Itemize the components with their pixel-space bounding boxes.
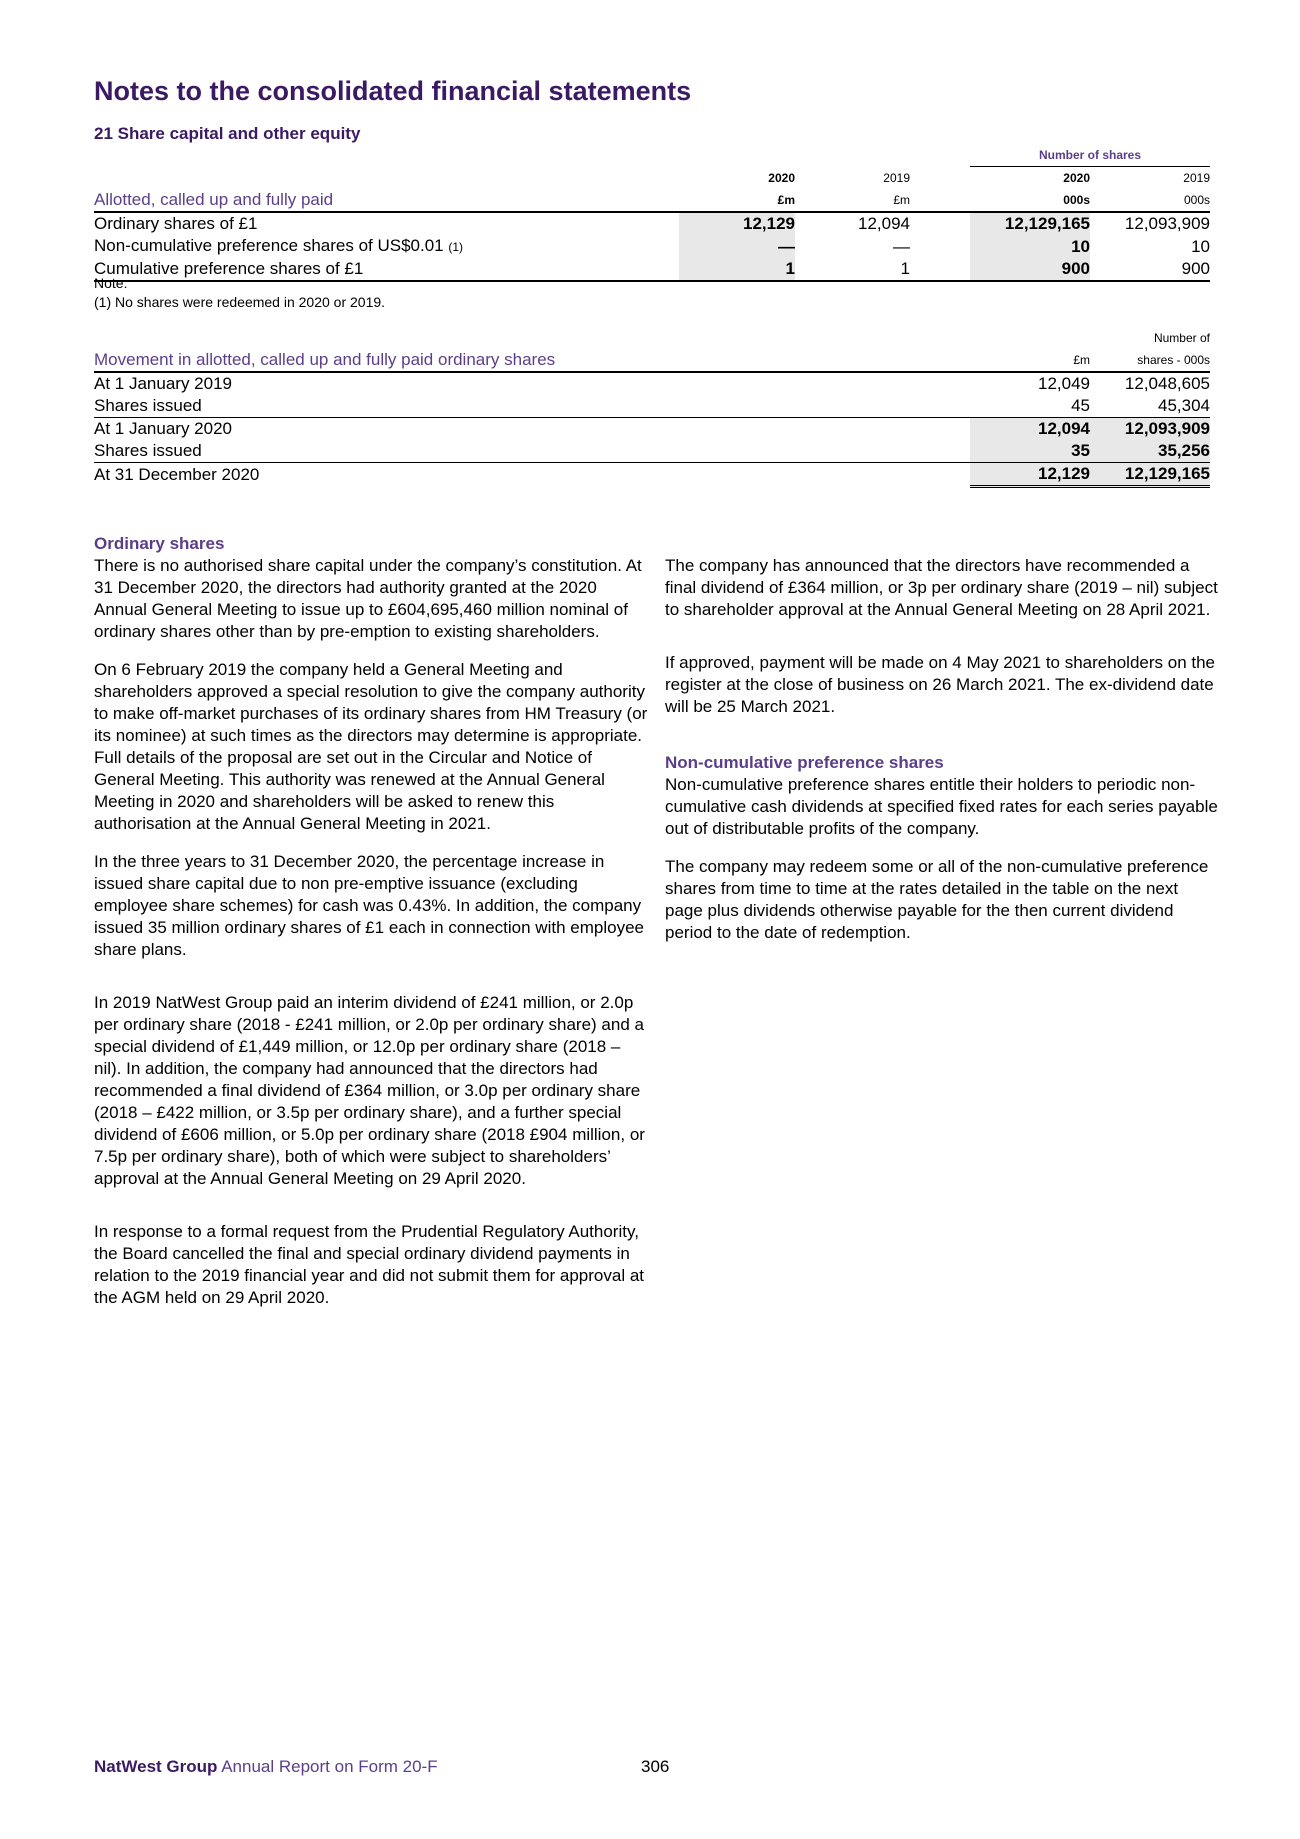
row-label: At 1 January 2020	[94, 418, 970, 441]
cell-value: 12,094	[858, 214, 910, 233]
col-header-unit: £m	[795, 189, 910, 212]
row-label: Shares issued	[94, 441, 202, 460]
cell-value: 12,093,909	[1090, 418, 1210, 441]
cell-value: 35,256	[1090, 440, 1210, 463]
col-header-year: 2019	[883, 170, 910, 185]
cell-value: 12,094	[970, 418, 1090, 441]
cell-value: 900	[970, 258, 1090, 281]
paragraph: In 2019 NatWest Group paid an interim dividend of £241 million, or 2.0p per ordinary share (2018 - £241 million, or 2.0p per ordinary share) and a special dividend of £1,449 million, or 12.0p per ordinary share (2018 – nil). In addition, the company had announced that the directors had recommended a final dividend of £364 million, or 3.0p per ordinary share (2018 – £422 million, or 3.5p per ordinary share), and a further special dividend of £606 million, or 5.0p per ordinary share (2018 £904 million, or 7.5p per ordinary share), both of which were subject to shareholders’ approval at the Annual General Meeting on 29 April 2020.	[94, 993, 645, 1188]
table-row	[94, 395, 1210, 418]
table-row	[94, 463, 1210, 487]
cell-value: 12,129	[679, 212, 795, 235]
left-column	[94, 533, 649, 1325]
paragraph: In the three years to 31 December 2020, the percentage increase in issued share capital due to non pre-emptive issuance (excluding employee share schemes) for cash was 0.43%. In addition, the company issued 35 million ordinary shares of £1 each in connection with employee share plans.	[94, 852, 644, 959]
cell-value: —	[679, 235, 795, 258]
paragraph: Non-cumulative preference shares entitle their holders to periodic non-cumulative cash dividends at specified fixed rates for each series payable out of distributable profits of the company.	[665, 775, 1218, 838]
table-caption: Movement in allotted, called up and fully paid ordinary shares	[94, 349, 970, 372]
cell-value: 12,049	[1038, 374, 1090, 393]
footer-doc-title: Annual Report on Form 20-F	[217, 1757, 438, 1776]
col-header-year: 2020	[1063, 171, 1090, 185]
col-header: shares - 000s	[1090, 349, 1210, 372]
col-header-year: 2020	[768, 170, 795, 185]
paragraph: There is no authorised share capital under the company’s constitution. At 31 December 2020, the directors had authority granted at the 2020 Annual General Meeting to issue up to £604,695,460 million nominal of ordinary shares other than by pre-emption to existing shareholders.	[94, 556, 642, 641]
footnote-ref: (1)	[448, 240, 464, 254]
movement-table	[94, 327, 1210, 488]
cell-value: 10	[970, 235, 1090, 258]
cell-value: 10	[1191, 236, 1210, 256]
col-header-unit: £m	[679, 189, 795, 212]
note-item: (1) No shares were redeemed in 2020 or 2019.	[94, 294, 386, 310]
col-header-year: 2019	[1183, 171, 1210, 185]
ordinary-shares-heading: Ordinary shares	[94, 534, 225, 553]
footer-brand: NatWest Group	[94, 1757, 218, 1776]
col-header: Number of	[1153, 331, 1210, 345]
col-header-unit: 000s	[1090, 189, 1210, 212]
cell-value: 12,129	[970, 463, 1090, 487]
row-label: Ordinary shares of £1	[94, 214, 258, 233]
table-note	[94, 274, 385, 312]
right-column	[665, 555, 1220, 960]
cell-value: 900	[1090, 258, 1210, 281]
row-label: Cumulative preference shares of £1	[94, 258, 679, 281]
cell-value: 12,093,909	[1124, 214, 1210, 233]
paragraph: In response to a formal request from the Prudential Regulatory Authority, the Board cancelled the final and special ordinary dividend payments in relation to the 2019 financial year and did not submit them for approval at the AGM held on 29 April 2020.	[94, 1222, 645, 1307]
cell-value: 12,048,605	[1124, 374, 1210, 393]
note-heading: Note:	[94, 275, 128, 291]
cell-value: 45	[1071, 396, 1090, 415]
table-row	[94, 235, 1210, 258]
cell-value: 12,129,165	[1090, 463, 1210, 487]
section-title: 21 Share capital and other equity	[94, 124, 361, 143]
cell-value: 1	[679, 258, 795, 281]
cell-value: 12,129,165	[970, 212, 1090, 235]
page-number: 306	[641, 1757, 670, 1776]
paragraph: The company has announced that the directors have recommended a final dividend of £364 million, or 3p per ordinary share (2019 – nil) subject to shareholder approval at the Annual General Meeting on 28 April 2021.	[665, 556, 1218, 619]
table-row	[94, 212, 1210, 235]
row-label: At 31 December 2020	[94, 463, 970, 487]
page-title: Notes to the consolidated financial statements	[94, 76, 692, 106]
cell-value: 1	[795, 258, 910, 281]
paragraph: If approved, payment will be made on 4 May 2021 to shareholders on the register at the close of business on 26 March 2021. The ex-dividend date will be 25 March 2021.	[665, 653, 1216, 716]
col-header: £m	[970, 349, 1090, 372]
share-capital-table	[94, 144, 1210, 282]
number-of-shares-label: Number of shares	[970, 144, 1210, 167]
non-cumulative-heading: Non-cumulative preference shares	[665, 753, 944, 772]
footer	[94, 1757, 438, 1777]
table-row	[94, 418, 1210, 441]
table-row	[94, 372, 1210, 395]
cell-value: —	[893, 236, 910, 256]
row-label: At 1 January 2019	[94, 374, 232, 393]
row-label: Shares issued	[94, 396, 202, 415]
paragraph: The company may redeem some or all of the non-cumulative preference shares from time to time at the rates detailed in the table on the next page plus dividends otherwise payable for the then current dividend period to the date of redemption.	[665, 857, 1209, 942]
paragraph: On 6 February 2019 the company held a General Meeting and shareholders approved a special resolution to give the company authority to make off-market purchases of its ordinary shares from HM Treasury (or its nominee) at such times as the directors may determine is appropriate. Full details of the proposal are set out in the Circular and Notice of General Meeting. This authority was renewed at the Annual General Meeting in 2020 and shareholders will be asked to renew this authorisation at the Annual General Meeting in 2021.	[94, 660, 648, 833]
table-row	[94, 440, 1210, 463]
table-caption: Allotted, called up and fully paid	[94, 189, 679, 212]
col-header-unit: 000s	[970, 189, 1090, 212]
cell-value: 45,304	[1158, 396, 1210, 415]
row-label: Non-cumulative preference shares of US$0.01 (1)	[94, 236, 464, 255]
cell-value: 35	[970, 440, 1090, 463]
